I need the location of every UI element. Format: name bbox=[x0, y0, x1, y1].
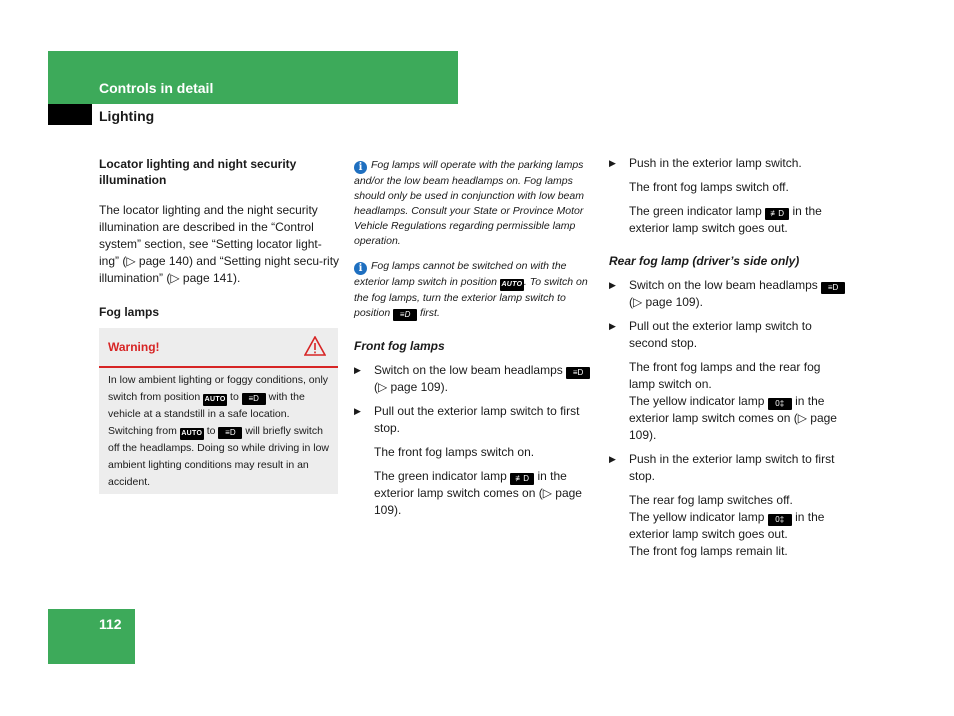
rear-fog-indicator-icon: 0‡ bbox=[768, 398, 792, 410]
bullet-arrow-icon: ▶ bbox=[354, 365, 361, 375]
low-beam-icon: ≡D bbox=[566, 367, 590, 379]
section-title: Controls in detail bbox=[99, 80, 214, 96]
info-icon: i bbox=[354, 262, 367, 275]
front-fog-lamps-heading: Front fog lamps bbox=[354, 339, 445, 353]
front-fog-off-result-2: The green indicator lamp ≢D in the exterior lamp switch goes out. bbox=[629, 204, 822, 235]
front-fog-off-step: ▶ Push in the exterior lamp switch. bbox=[609, 156, 802, 170]
front-fog-result-2: The green indicator lamp ≢D in the exterior lamp switch comes on (▷ page 109). bbox=[374, 469, 582, 517]
front-fog-indicator-icon: ≢D bbox=[510, 473, 534, 485]
info-note-2: i Fog lamps cannot be switched on with the exterior lamp switch in position AUTO . To switch on the fog lamps, turn the exterior lamp switch to position ≡D first. bbox=[354, 260, 588, 319]
column-1 bbox=[99, 156, 340, 320]
section-tab-marker bbox=[48, 104, 92, 125]
rear-fog-result-1: The front fog lamps and the rear fog lamp switch on. bbox=[629, 360, 821, 391]
auto-position-icon: AUTO bbox=[500, 279, 524, 291]
rear-fog-indicator-icon: 0‡ bbox=[768, 514, 792, 526]
low-beam-icon: ≡D bbox=[821, 282, 845, 294]
bullet-arrow-icon: ▶ bbox=[609, 280, 616, 290]
rear-fog-lamp-heading: Rear fog lamp (driver’s side only) bbox=[609, 254, 800, 268]
bullet-arrow-icon: ▶ bbox=[609, 321, 616, 331]
column-3 bbox=[609, 155, 849, 560]
rear-fog-off-result-2: The yellow indicator lamp 0‡ in the exterior lamp switch goes out. bbox=[629, 510, 825, 541]
rear-fog-off-result-1: The rear fog lamp switches off. bbox=[629, 493, 793, 507]
info-icon: i bbox=[354, 161, 367, 174]
low-beam-icon: ≡D bbox=[393, 309, 417, 321]
rear-fog-step-2: ▶ Pull out the exterior lamp switch to second stop. bbox=[609, 319, 812, 350]
rear-fog-step-3: ▶ Push in the exterior lamp switch to first stop. bbox=[609, 452, 835, 483]
locator-lighting-heading: Locator lighting and night security illumination bbox=[99, 157, 297, 187]
rear-fog-result-2: The yellow indicator lamp 0‡ in the exterior lamp switch comes on (▷ page 109). bbox=[629, 394, 837, 442]
column-2 bbox=[354, 158, 594, 519]
header-band bbox=[48, 51, 458, 104]
warning-header bbox=[99, 328, 338, 368]
warning-text: In low ambient lighting or foggy conditions, only switch from position AUTO to ≡D with the vehicle at a standstill in a safe location. Switching from AUTO to ≡D will briefly switch off the headlamps. Doing so while driving in low ambient lighting conditions may result in an accident. bbox=[108, 374, 330, 488]
info-note-1: i Fog lamps will operate with the parking lamps and/or the low beam headlamps on. Fog lamps should only be used in conjunction with low beam headlamps. Consult your State or Province Motor Vehicle Regulations regarding permissible lamp operation. bbox=[354, 159, 584, 247]
warning-triangle-icon bbox=[304, 336, 326, 356]
front-fog-off-result-1: The front fog lamps switch off. bbox=[629, 180, 789, 194]
bullet-arrow-icon: ▶ bbox=[354, 406, 361, 416]
front-fog-result-1: The front fog lamps switch on. bbox=[374, 445, 535, 459]
subsection-title: Lighting bbox=[99, 108, 155, 124]
rear-fog-step-1: ▶ Switch on the low beam headlamps ≡D (▷ page 109). bbox=[609, 277, 849, 311]
auto-position-icon: AUTO bbox=[203, 394, 227, 406]
locator-lighting-paragraph: The locator lighting and the night security illumination are described in the “Control system” section, see “Setting locator light-ing” (▷ page 140) and “Setting night secu-rity illumination” (▷ page 141). bbox=[99, 203, 340, 285]
warning-box bbox=[99, 328, 338, 494]
fog-lamps-heading: Fog lamps bbox=[99, 305, 160, 319]
low-beam-icon: ≡D bbox=[218, 427, 242, 439]
page-number: 112 bbox=[99, 616, 122, 632]
warning-label: Warning! bbox=[108, 340, 160, 354]
low-beam-icon: ≡D bbox=[242, 393, 266, 405]
front-fog-indicator-icon: ≢D bbox=[765, 208, 789, 220]
front-fog-step-2: ▶ Pull out the exterior lamp switch to first stop. bbox=[354, 404, 580, 435]
bullet-arrow-icon: ▶ bbox=[609, 158, 616, 168]
rear-fog-off-result-3: The front fog lamps remain lit. bbox=[629, 544, 788, 558]
bullet-arrow-icon: ▶ bbox=[609, 454, 616, 464]
front-fog-step-1: ▶ Switch on the low beam headlamps ≡D (▷ page 109). bbox=[354, 362, 594, 396]
auto-position-icon: AUTO bbox=[180, 428, 204, 440]
